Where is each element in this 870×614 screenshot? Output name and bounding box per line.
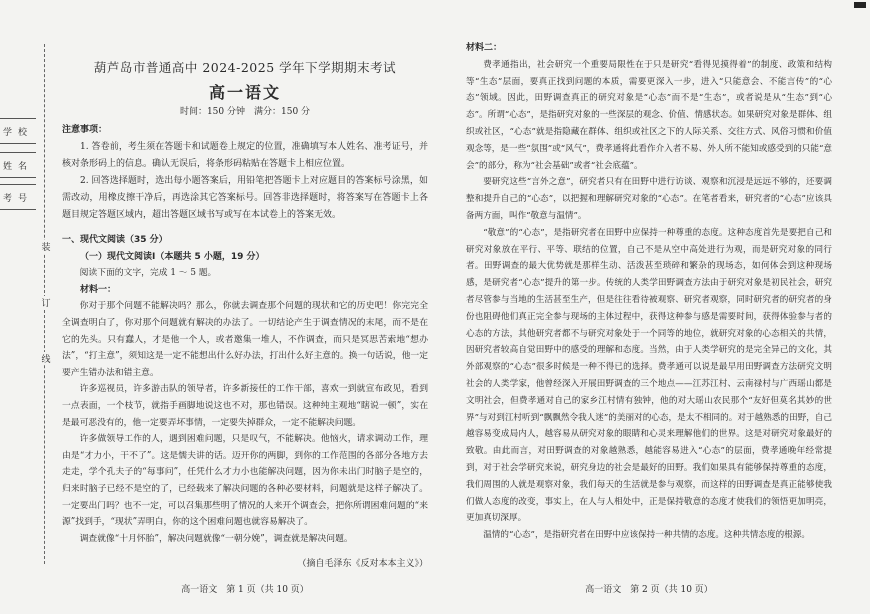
paragraph: 调查就像“十月怀胎”，解决问题就像“一朝分娩”，调查就是解决问题。 xyxy=(79,533,353,544)
binding-mark: 线 xyxy=(40,352,52,365)
name-field: 姓名 xyxy=(0,152,36,178)
corner-mark xyxy=(854,2,866,8)
material-two xyxy=(466,40,832,544)
binding-strip xyxy=(0,0,58,614)
section-heading: 一、现代文阅读（35 分） xyxy=(62,235,168,245)
paragraph: 许多做领导工作的人，遇到困难问题，只是叹气，不能解决。他恼火，请求调动工作，理由是“才力小，干不了”。这是懦夫讲的话。迈开你的两脚，到你的工作范围的各部分各地方去走走，学个孔夫子的“每事问”，任凭什么才力小也能解决问题，因为你未出门时脑子是空的，归来时脑子已经不是空的了，已经载来了解决问题的各种必要材料，问题就是这样子解决了。一定要出门吗？也不一定，可以召集那些明了情况的人来开个调查会，把你所谓困难问题的“来源”找到手，“现状”弄明白，你的这个困难问题也就容易解决了。 xyxy=(62,434,428,528)
page-footer: 高一语文 第 2 页（共 10 页） xyxy=(585,585,713,595)
paragraph: 你对于那个问题不能解决吗？那么，你就去调查那个问题的现状和它的历史吧！你完完全全调查明白了，你对那个问题就有解决的办法了。一切结论产生于调查情况的末尾，而不是在它的先头。只有蠢人，才是他一个人，或者邀集一堆人，不作调查，而只是冥思苦索地“想办法”，“打主意”，须知这是一定不能想出什么好办法，打出什么好主意的。换一句话说，他一定要产生错办法和错主意。 xyxy=(62,301,428,378)
paragraph: 费孝通指出，社会研究一个重要局限性在于只是研究“看得见摸得着”的制度、政策和结构等“生态”层面，要真正找到问题的本质，需要更深入一步，进入“只能意会、不能言传”的“心态”领域。因此，田野调查真正的研究对象是“心态”而不是“生态”，或者说是从“生态”到“心态”。所谓“心态”，是指研究对象的一些深层的观念、价值、情感状态。如果研究对象是群体、组织或社区，“心态”就是指隐藏在群体、组织或社区之下的人际关系、交往方式、风俗习惯和价值观念等，是一些“氛围”或“风气”，费孝通将此看作介入者不易、外人所不能知或感受到的只能“意会”的部分，称为“社会基础”或者“社会底蕴”。 xyxy=(466,59,832,171)
notice-block xyxy=(62,122,428,224)
binding-mark: 订 xyxy=(40,296,52,309)
paragraph: “敬意”的“心态”，是指研究者在田野中应保持一种尊重的态度。这种态度首先是要把自己和研究对象放在平行、平等、联结的位置，自己不是从空中高处进行为观，而是研究对象的同行者。田野调查的最大优势就是那样生动、活泼甚至琐碎和繁杂的现场态，如何体会到这种现场感，是研究者“心态”提升的第一步。传统的人类学田野调查方法由于研究对象是初民社会，研究者尽管参与当地的生活甚至生产，但是往往看待被观察、研究者观察，同时研究者的研究者的身份也阻碍他们真正完全参与现场的主体过程中，获得这种参与感是需要时间，获得体验参与者的心态的方法，其他研究者都不与研究对象处于一个同等的地位，就研究对象的心态相关的共情，因研究者较高自觉田野中的感受的理解和态度。当然，由于人类学研究的是完全异己的文化，其外部观察的“心态”很多时候是一种不得已的选择。费孝通可以说是最早用田野调查方法研究文明社会的人类学家，他曾经深入开展田野调查的三个地点——江苏江村、云南禄村与广西瑶山都是文明社会，但费孝通对自己的家乡江村情有独钟，他的对大瑶山农民那个“友好但莫名其妙的世界”与对到江村听到“飘飘然令我人迷”的美丽对的心态，是太不相同的。对于越熟悉的田野，自己越容易变成局内人，越容易从研究对象的眼睛和心灵来理解他们的世界。这是对研究对象最好的致敬。由此而言，对田野调查的对象越熟悉，越能容易进入“心态”的层面，费孝通晚年经常提到，对于社会学研究来说，研究身边的社会是最好的田野。我们如果具有能够保持尊重的态度，我们周围的人就是观察对象，我们每天的生活就是参与观察，而这样的田野调查是真正能够使我们做人态度的改变，事实上，在人与人相处中，正是保持敬意的态度才使我们的领悟更加明亮，更加真切深厚。 xyxy=(466,227,832,524)
binding-mark: 装 xyxy=(40,240,52,253)
exam-title: 葫芦岛市普通高中 2024-2025 学年下学期期末考试 xyxy=(93,60,397,75)
exam-number-field: 考号 xyxy=(0,184,36,210)
instruction: 阅读下面的文字，完成 1 ～ 5 题。 xyxy=(79,268,217,279)
subsection-heading: （一）现代文阅读Ⅰ（本题共 5 小题，19 分） xyxy=(80,251,265,262)
page-2 xyxy=(466,0,832,614)
subject-title: 高一语文 xyxy=(208,83,281,102)
material-label: 材料二： xyxy=(466,43,503,53)
material-label: 材料一： xyxy=(80,284,117,295)
reading-section xyxy=(62,232,428,547)
school-field: 学校 xyxy=(0,118,36,144)
paragraph: 许多巡视员，许多游击队的领导者，许多新接任的工作干部，喜欢一到就宣布政见，看到一点表面，一个枝节，就指手画脚地说这也不对，那也错误。这种纯主观地“瞎说一顿”，实在是最可恶没有的，他一定要弄坏事情，一定要失掉群众，一定不能解决问题。 xyxy=(62,384,428,428)
notice-item: 2. 回答选择题时，选出每小题答案后，用铅笔把答题卡上对应题目的答案标号涂黑，如需改动，用橡皮擦干净后，再选涂其它答案标号。回答非选择题时，将答案写在答题卡上各题目规定答题区域内，超出答题区域书写或写在本试卷上的答案无效。 xyxy=(62,176,428,220)
page-1 xyxy=(62,0,428,614)
paragraph: 要研究这些“言外之意”，研究者只有在田野中进行访谈、观察和沉浸是远远不够的，还要调整和提升自己的“心态”，以把握和理解研究对象的“心态”。在笔者看来，研究者的“心态”应该具备两方面，叫作“敬意与温情”。 xyxy=(466,177,832,221)
paragraph: 温情的“心态”，是指研究者在田野中应该保持一种共情的态度。这种共情态度的根源。 xyxy=(483,530,810,541)
notice-heading: 注意事项： xyxy=(62,125,108,135)
exam-meta: 时间：150 分钟 满分：150 分 xyxy=(179,107,311,117)
source-citation: （摘自毛泽东《反对本本主义》） xyxy=(297,559,428,569)
page-footer: 高一语文 第 1 页（共 10 页） xyxy=(181,585,309,595)
notice-item: 1. 答卷前，考生须在答题卡和试题卷上规定的位置，准确填写本人姓名、准考证号，并核对条形码上的信息。确认无误后，将条形码粘贴在答题卡上相应位置。 xyxy=(62,142,428,169)
